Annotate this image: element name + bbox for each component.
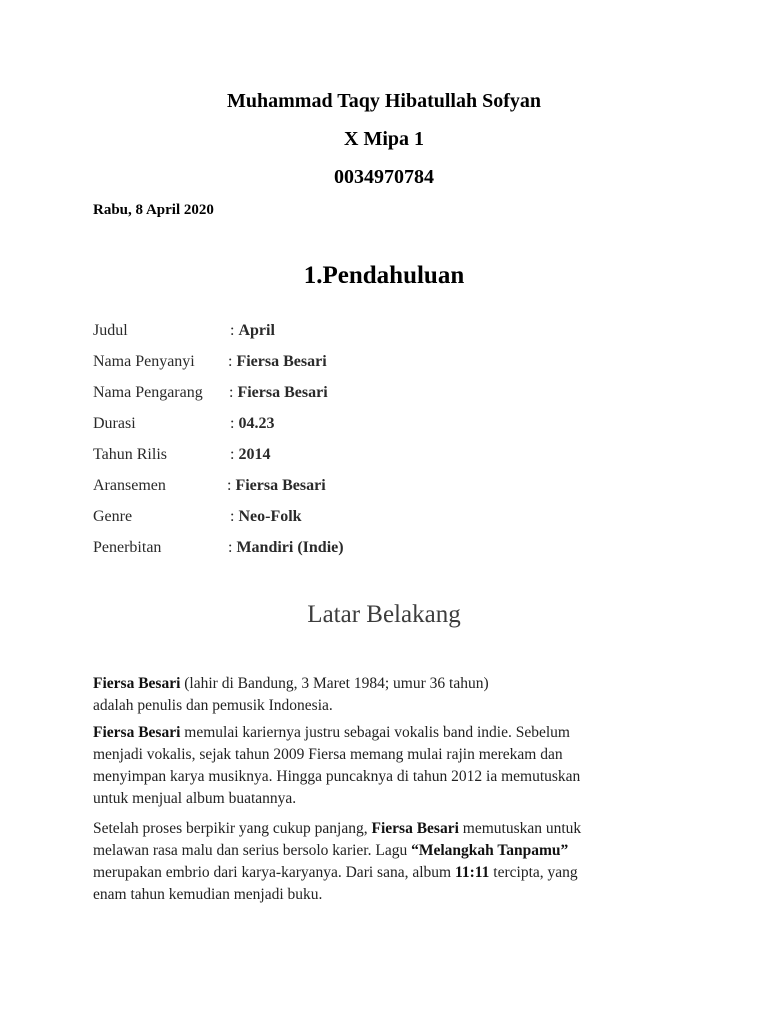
info-value-wrap [230,506,302,528]
info-label: Durasi [93,415,136,432]
info-value-wrap [230,320,275,342]
info-value-wrap [230,413,274,435]
info-row-nama-penyanyi [93,351,693,373]
text-run: (lahir di Bandung, 3 Maret 1984; umur 36 tahun) [180,675,489,692]
info-value: Fiersa Besari [235,477,326,494]
info-value-wrap [228,351,327,373]
info-value: Neo-Folk [238,508,302,525]
bold-name: Fiersa Besari [371,820,459,837]
text-run: merupakan embrio dari karya-karyanya. Dari sana, album [93,864,455,881]
paragraph-line [93,862,693,884]
paragraph-line: enam tahun kemudian menjadi buku. [93,886,323,903]
info-value: 04.23 [238,415,275,432]
info-value-wrap [230,444,270,466]
info-row-aransemen [93,475,693,497]
info-colon: : [229,384,234,401]
bold-name: Fiersa Besari [93,724,181,741]
info-value: April [238,322,275,339]
info-label: Penerbitan [93,539,162,556]
info-label: Nama Pengarang [93,384,203,401]
paragraph-line [93,840,693,862]
info-value: 2014 [238,446,271,463]
song-title: “Melangkah Tanpamu” [411,842,569,859]
paragraph-line: menyimpan karya musiknya. Hingga puncaknya di tahun 2012 ia memutuskan [93,768,581,785]
paragraph-line: menjadi vokalis, sejak tahun 2009 Fiersa memang mulai rajin merekam dan [93,746,563,763]
document-date: Rabu, 8 April 2020 [93,202,214,218]
info-colon: : [230,508,235,525]
info-colon: : [228,539,233,556]
paragraph-1 [93,673,693,717]
info-row-nama-pengarang [93,382,693,404]
paragraph-2 [93,722,693,810]
info-colon: : [230,415,235,432]
info-label: Judul [93,322,128,339]
paragraph-line: untuk menjual album buatannya. [93,790,297,807]
section-title-pendahuluan: 1.Pendahuluan [303,262,465,289]
info-row-durasi [93,413,693,435]
paragraph-line [93,818,693,840]
info-value: Fiersa Besari [236,353,327,370]
text-run: Setelah proses berpikir yang cukup panjang, [93,820,372,837]
info-colon: : [230,322,235,339]
bold-name: Fiersa Besari [93,675,181,692]
author-name: Muhammad Taqy Hibatullah Sofyan [227,90,541,112]
student-number: 0034970784 [334,166,434,188]
info-label: Nama Penyanyi [93,353,195,370]
info-row-tahun-rilis [93,444,693,466]
info-colon: : [228,353,233,370]
info-value-wrap [227,475,326,497]
info-label: Aransemen [93,477,166,494]
paragraph-line: adalah penulis dan pemusik Indonesia. [93,697,333,714]
info-value: Mandiri (Indie) [236,539,344,556]
text-run: melawan rasa malu dan serius bersolo karier. Lagu [93,842,412,859]
section-title-latar-belakang: Latar Belakang [307,601,461,628]
info-colon: : [227,477,232,494]
text-run: tercipta, yang [489,864,578,881]
info-row-genre [93,506,693,528]
info-value-wrap [228,537,344,559]
paragraph-3 [93,818,693,906]
paragraph-line [93,673,693,695]
album-title: 11:11 [454,864,490,881]
text-run: memutuskan untuk [458,820,582,837]
info-row-judul [93,320,693,342]
class-name: X Mipa 1 [344,128,424,150]
info-label: Tahun Rilis [93,446,167,463]
paragraph-line [93,722,693,744]
info-value: Fiersa Besari [237,384,328,401]
info-colon: : [230,446,235,463]
info-value-wrap [229,382,328,404]
info-row-penerbitan [93,537,693,559]
info-label: Genre [93,508,133,525]
text-run: memulai kariernya justru sebagai vokalis band indie. Sebelum [180,724,570,741]
